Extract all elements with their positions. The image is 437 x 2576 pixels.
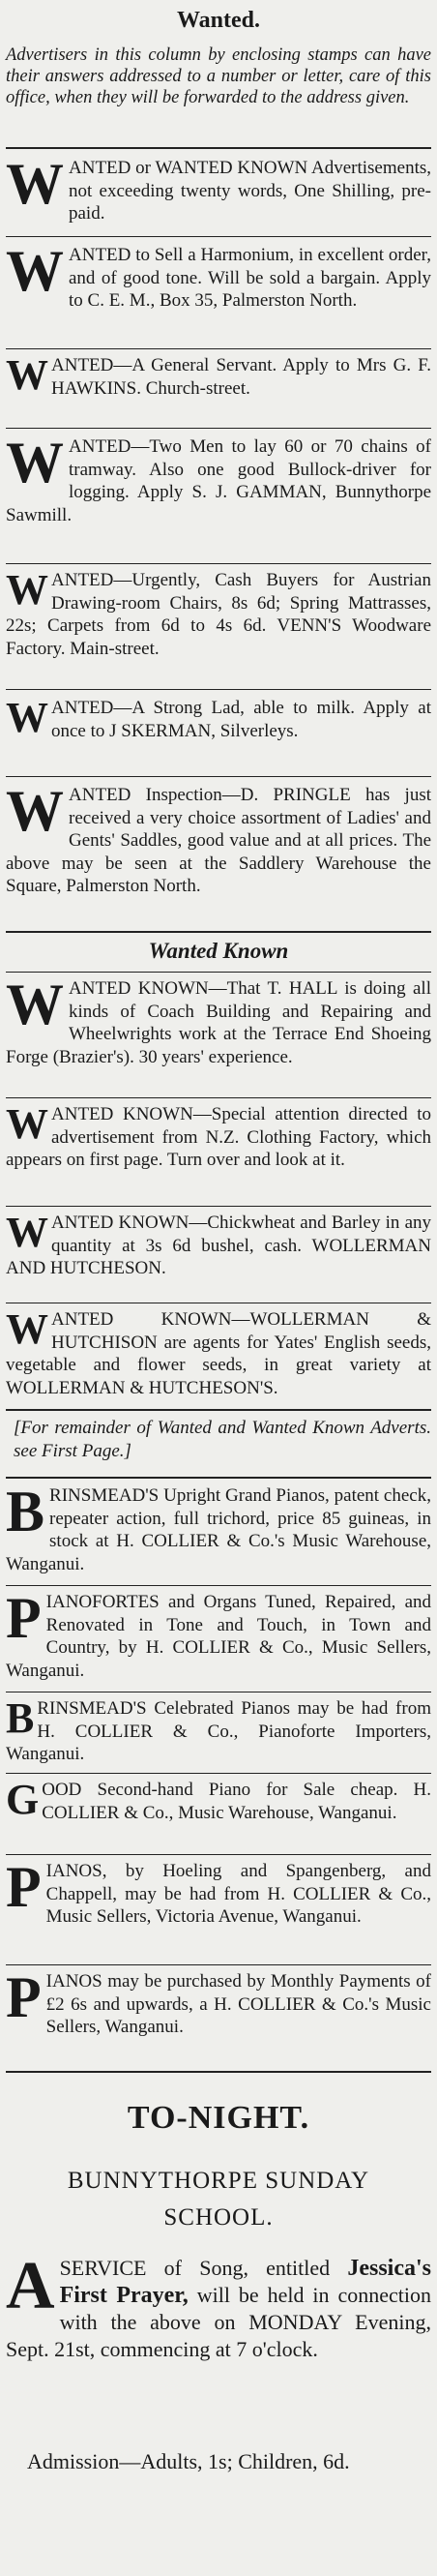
drop-cap: W: [6, 1305, 48, 1353]
divider: [6, 1773, 431, 1774]
ad-block: [6, 694, 431, 742]
ad-text: ANTED KNOWN—WOLLERMAN & HUTCHISON are agents for Yates' English seeds, vegetable and flower seeds, in great variety at WOLLERMAN & HUTCHESON'S.: [6, 1309, 431, 1398]
ad-text: RINSMEAD'S Upright Grand Pianos, patent check, repeater action, full trichord, price 85 guineas, in stock at H. COLLIER & Co.'s Music Warehouse, Wanganui.: [6, 1485, 431, 1574]
ad-block: [6, 1480, 431, 1575]
drop-cap: W: [6, 973, 64, 1036]
divider: [6, 147, 431, 149]
drop-cap: W: [6, 431, 64, 494]
drop-cap: W: [6, 566, 48, 614]
ad-block: [6, 779, 431, 898]
divider: [6, 776, 431, 777]
ad-block: [6, 1965, 431, 2039]
ad-text: ANTED—Urgently, Cash Buyers for Austrian Drawing-room Chairs, 8s 6d; Spring Mattrasses, 22s; Carpets from 6d to 4s 6d. VENN'S Woodware Factory. Main-street.: [6, 570, 431, 659]
drop-cap: W: [6, 152, 64, 216]
divider: [6, 1477, 431, 1479]
drop-cap: W: [6, 1100, 48, 1148]
ad-text: ANTED KNOWN—That T. HALL is doing all kinds of Coach Building and Repairing and Wheelwrights work at the Terrace End Shoeing Forge (Brazier's). 30 years' experience.: [6, 978, 431, 1067]
tonight-body: [6, 2249, 431, 2363]
ad-block: [6, 351, 431, 400]
drop-cap: P: [6, 1855, 42, 1919]
ad-text: ANTED KNOWN—Chickwheat and Barley in any quantity at 3s 6d bushel, cash. WOLLERMAN AND HUTCHESON.: [6, 1213, 431, 1278]
tonight-admission: Admission—Adults, 1s; Children, 6d.: [27, 2449, 350, 2473]
tonight-song-title: Jessica's First Prayer,: [59, 2256, 431, 2308]
ad-block: [6, 239, 431, 313]
divider: [6, 563, 431, 564]
ad-text: RINSMEAD'S Celebrated Pianos may be had from H. COLLIER & Co., Pianoforte Importers, Wanganui.: [6, 1698, 431, 1764]
ad-block: [6, 1209, 431, 1280]
divider: [6, 236, 431, 237]
ad-block: [6, 973, 431, 1068]
ad-text: OOD Second-hand Piano for Sale cheap. H. COLLIER & Co., Music Warehouse, Wanganui.: [42, 1780, 431, 1823]
divider: [6, 428, 431, 429]
ad-text: IANOS may be purchased by Monthly Payments of £2 6s and upwards, a H. COLLIER & Co.'s Music Sellers, Wanganui.: [45, 1971, 431, 2037]
divider: [6, 1854, 431, 1855]
ad-text: IANOFORTES and Organs Tuned, Repaired, and Renovated in Tone and Touch, in Town and Country, by H. COLLIER & Co., Music Sellers, Wanganui.: [6, 1592, 431, 1681]
drop-cap: W: [6, 694, 48, 741]
ad-block: [6, 152, 431, 225]
wanted-notice: Advertisers in this column by enclosing stamps can have their answers addressed to a number or letter, care of this office, when they will be forwarded to the address given.: [6, 45, 431, 107]
drop-cap: B: [6, 1480, 45, 1543]
divider: [6, 931, 431, 933]
remainder-note: [For remainder of Wanted and Wanted Known Adverts. see First Page.]: [14, 1418, 431, 1461]
ad-text: ANTED KNOWN—Special attention directed to advertisement from N.Z. Clothing Factory, which appears on first page. Turn over and look at it.: [6, 1104, 431, 1170]
tonight-heading: TO-NIGHT.: [127, 2100, 310, 2136]
ad-text: ANTED—A General Servant. Apply to Mrs G. F. HAWKINS. Church-street.: [51, 355, 431, 399]
ad-block: [6, 1586, 431, 1682]
drop-cap: W: [6, 351, 48, 399]
tonight-body-pre: SERVICE of Song, entitled: [59, 2256, 348, 2280]
divider: [6, 1964, 431, 1965]
ad-text: IANOS, by Hoeling and Spangenberg, and Chappell, may be had from H. COLLIER & Co., Music Sellers, Victoria Avenue, Wanganui.: [45, 1861, 431, 1927]
ad-block: [6, 431, 431, 526]
ad-text: ANTED—A Strong Lad, able to milk. Apply at once to J SKERMAN, Silverleys.: [51, 698, 431, 741]
divider: [6, 1097, 431, 1098]
ad-block: [6, 1305, 431, 1399]
ad-text: ANTED—Two Men to lay 60 or 70 chains of tramway. Also one good Bullock-driver for logging. Apply S. J. GAMMAN, Bunnythorpe Sawmill.: [6, 436, 431, 525]
divider: [6, 1206, 431, 1207]
drop-cap: W: [6, 239, 64, 303]
drop-cap: P: [6, 1586, 42, 1650]
drop-cap: P: [6, 1965, 42, 2029]
divider: [6, 348, 431, 349]
tonight-sub2: SCHOOL.: [163, 2204, 274, 2231]
divider: [6, 1585, 431, 1586]
divider: [6, 689, 431, 690]
divider: [6, 1409, 431, 1411]
ad-block: [6, 1776, 431, 1824]
tonight-sub1: BUNNYTHORPE SUNDAY: [67, 2168, 370, 2194]
divider: [6, 972, 431, 973]
divider: [6, 2071, 431, 2073]
ad-block: [6, 1855, 431, 1929]
drop-cap: W: [6, 1209, 48, 1256]
ad-block: [6, 566, 431, 660]
tonight-body-post: will be held in connection with the above on MONDAY Evening, Sept. 21st, commencing at 7 o'clock.: [6, 2283, 431, 2361]
ad-text: ANTED to Sell a Harmonium, in excellent order, and of good tone. Will be sold a bargain. Apply to C. E. M., Box 35, Palmerston North.: [69, 245, 431, 311]
ad-block: [6, 1100, 431, 1172]
drop-cap: A: [6, 2249, 55, 2323]
ad-block: [6, 1694, 431, 1766]
drop-cap: G: [6, 1776, 40, 1823]
ad-text: ANTED Inspection—D. PRINGLE has just received a very choice assortment of Ladies' and Gents' Saddles, good value and at all prices. The above may be seen at the Saddlery Warehouse the Square, Palmerston North.: [6, 785, 431, 896]
ad-text: ANTED or WANTED KNOWN Advertisements, not exceeding twenty words, One Shilling, pre-paid.: [69, 158, 431, 224]
drop-cap: W: [6, 779, 64, 843]
drop-cap: B: [6, 1694, 35, 1742]
wanted-heading: Wanted.: [176, 8, 260, 33]
wanted-known-heading: Wanted Known: [148, 939, 289, 963]
